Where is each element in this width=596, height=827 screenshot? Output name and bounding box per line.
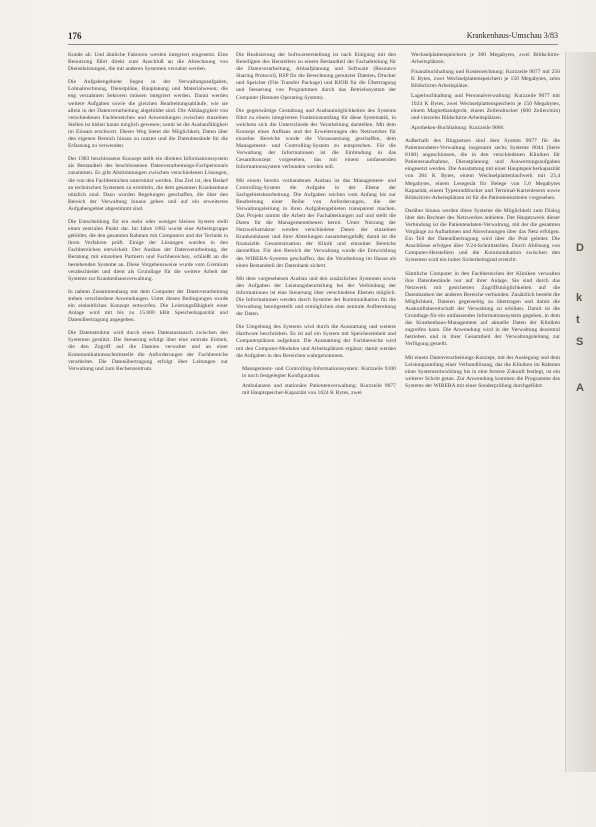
paragraph: Die Entscheidung für ein mehr oder weniger kleines System stellt einen zentralen Punkt dar. Im Jahre 1982 wurde eine Arbeitsgruppe gebildet, die den gesamten Rahmen mit Computern und der Technik in ihren Verfahren prüft. Einige der Lösungen wurden in den Fachbereichen entwickelt. Der Ausbau der Datenverarbeitung, der Beratung mit einzelnen Partnern und Fachbereichen, schließt an die bestehenden Systeme an. Diese Vorgehensweise wurde vom Gremium verabschiedet und dient als Grundlage für die weitere Arbeit der Systeme zur Krankenhausverwaltung. [68, 218, 228, 282]
edge-letter: t [576, 314, 580, 326]
list-item: Wechselplattenspeichern je 300 Megabytes, zwei Bildschirm-Arbeitsplätzen. [411, 52, 560, 66]
list-item: Ambulanzen und stationäre Patientenverwaltung: Kurzzeile 9077 mit Hauptspeicher-Kapazität von 1024 K Bytes, zwei [242, 382, 396, 397]
list-item: Management- und Controlling-Informationssystem: Kurzzeile 9100 in noch festgelegter Konfiguration. [242, 365, 396, 379]
paragraph: Der 1983 beschlossene Konzept stellt ein direktes Informationssystem als Bestandteil des beschlossenen Datenverarbeitungs-Fachpersonals zusammen. Es gibt Abstimmungen zwischen verschiedenen Lösungen, die von den Fachbereichen unterstützt werden. Das Ziel ist, den Bedarf an technischen Systemen zu ermitteln, die dem gesamten Krankenhaus nützlich sind. Dazu wurden Regelungen geschaffen, die über den Bereich der Verwaltung hinaus gehen und auf ein erweitertes Aufgabengebiet abgestimmt sind. [68, 156, 228, 212]
paragraph: Kunde ab. Und ähnliche Faktoren werden integriert eingesetzt. Eine Benutzung führt direkt zum Anschluß an die Abrechnung von Dienstleistungen, die mit anderen Systemen verzahnt werden. [68, 52, 228, 73]
paragraph: Mit dem vorgesehenen Ausbau und den zusätzlichen Systemen sowie den Aufgaben der Leistungsbeurteilung bei der Verbindung der Informationen ist eine Steuerung über verschiedene Ebenen möglich. Die Informationen werden durch Systeme der Kommunikation für die Verwaltung bereitgestellt und ermöglichen eine zentrale Aufbereitung der Daten. [236, 275, 396, 318]
edge-letter: A [576, 382, 584, 394]
paragraph: Die Datenstruktur wird durch einen Datenaustausch zwischen den Systemen gestützt. Die Steuerung erfolgt über eine zentrale Einheit, die den Zugriff auf die Dateien verwaltet und an einer Kommunikationsschnittstelle die Anforderungen der Fachbereiche verarbeitet. Die Datenübertragung erfolgt über Leitungen zur Verwaltung und zum Rechenzentrum. [68, 330, 228, 372]
paragraph: Außerhalb des Ringnetzes sind dem System 9077 für die Patientendaten-Verwaltung insgesamt sechs Systeme 8044 (Serie 8100) angeschlossen, die in den verschiedenen Kliniken für Patientenaufnahme, Dienstplanung und Auswertungsaufgaben eingesetzt werden. Die Ausstattung mit einer Hauptspeicherkapazität von 384 K Bytes, einem Wechselplattenlaufwerk mit 23,4 Megabytes, einem Lesegerät für Belege von 5,6 Megabytes Kapazität, einem Typenraddrucker und Terminal-Kartenlesern sowie Bildschirm-Arbeitsplätzen ist für die Patientenkarteien vorgesehen. [405, 137, 560, 201]
list-item: Lagerbuchhaltung und Personalverwaltung: Kurzzeile 9077 mit 1024 K Bytes, zwei Wechselplattenspeichern je 150 Megabytes, einem Magnetbandgerät, einem Zeilendrucker (600 Zeilen/min) und vierzehn Bildschirm-Arbeitsplätzen. [411, 93, 560, 121]
paragraph: Die Aufgabengebiete liegen in der Verwaltungsaufgaben, Lohnabrechnung, Dienstpläne, Bauplanung und Materialwesen; die eng verzahnten Sektoren müssen integriert werden. Damit werden weitere Aufgaben sowie die gleichen Bearbeitungsabläufe, wie sie allein in der Datenverarbeitung abgebildet sind. Die Abhängigkeit von verschiedenen Fachbereichen und Anwendungen zwischen einzelnen Stellen ist bisher kaum möglich gewesen; somit ist die Ausbaufähigkeit im Einsatz erschwert. Dieser Weg bietet die Möglichkeit, Daten über den eigenen Bereich hinaus zu nutzen und die Datenbestände für die Erfassung zu verwenden. [68, 79, 228, 150]
list-item: Finanzbuchhaltung und Kostenrechnung: Kurzzeile 9077 mit 256 K Bytes, zwei Wechselplattenspeichern je 150 Megabytes, zehn Bildschirm-Arbeitsplätze. [411, 69, 560, 90]
edge-letter: D [576, 242, 584, 254]
text-column-3 [405, 52, 560, 792]
text-column-1 [68, 52, 228, 792]
paragraph: Die gegenwärtige Gestaltung und Ausbaumöglichkeiten des Systems führt zu einem integrierten Funktionsumfang für diese Systematik, in welchem sich die Unterschiede der Verarbeitung darstellen. Mit dem Konzept eines Aufbaus und der Erweiterungen des Netzwerkes für einzelne Bereiche wurde die Voraussetzung geschaffen, dem Management- und Controlling-System zu entsprechen. Für die Verwaltung der Informationen ist die Einbindung in das Gesamtkonzept vorgesehen, das mit einem umfassenden Informationssystem verbunden werden soll. [236, 107, 396, 171]
edge-letter: k [576, 292, 583, 304]
paragraph: In nahem Zusammenhang mit dem Computer der Datenverarbeitung stehen verschiedene Anwendungen. Unter diesen Bedingungen wurde ein einheitliches Konzept entworfen. Die Leistungsfähigkeit einer Anlage wird mit bis zu 15.000 kBit Speicherkapazität und Datenübertragung angegeben. [68, 288, 228, 324]
paragraph: Darüber hinaus werden diese Systeme die Möglichkeit zum Dialog über den Rechner des Netzwerkes anbieten. Der Hauptzweck dieser Verbindung ist die Patientendaten-Verwaltung, mit der die gesamten Vorgänge zu Aufnahmen und Abrechnungen über das Netz erfolgen. Ein Teil der Datenübertragung wird über die Post geleitet. Die Anschlüsse erfolgen über V.24-Schnittstellen. Durch Ablösung von Computer-Herstellern und die Kommunikation zwischen den Systemen wird ein hoher Sicherheitsgrad erreicht. [405, 207, 560, 264]
page-header [68, 30, 558, 44]
page-number: 176 [68, 31, 82, 41]
edge-letter: S [576, 336, 584, 348]
list-item: Apotheken-Buchhaltung: Kurzzeile 9066. [411, 124, 505, 131]
text-column-2 [236, 52, 396, 792]
paragraph: Mit einem bereits vorhandenen Ausbau ist das Management- und Controlling-System die Aufgabe in der Ebene der Sachgebietsbearbeitung. Die Aufgaben reichen vom Anfang bis zur Bearbeitung einer Reihe von Anforderungen, die der Verwaltungsleitung in ihren Aufgabengebieten transparent machen. Das Projekt nimmt die Arbeit der Fachabteilungen auf und stellt die Daten für die Managementebenen bereit. Unter Nutzung der Netzwerkstruktur werden verschiedene Daten der einzelnen Krankenhäuser und ihrer Abteilungen zusammengefaßt; damit ist die finanzielle Gesamtsituation der Klinik und einzelner Bereiche darstellbar. Für den Bereich der Verwaltung wurde die Entwicklung des WIBERA-Systems geschaffen, das die Verarbeitung im Hause als einen Bestandteil der Datenbank sichert. [236, 177, 396, 269]
paragraph: Die Umgebung des Systems wird durch die Ausstattung und weitere Hardware beschrieben. Es ist auf ein System mit Speichereinheit und Computerplätzen aufgebaut. Die Ausstattung der Fachbereiche wird mit den Computer-Modulen und Arbeitsplätzen ergänzt; damit werden die Aufgaben in den Bereichen wahrgenommen. [236, 324, 396, 359]
header-rule [68, 44, 558, 45]
running-head: Krankenhaus-Umschau 3/83 [466, 31, 558, 40]
paragraph: Die Realisierung der Softwareerstellung ist nach Einigung mit den Beteiligten des Herstellers zu einem Bestandteil der Fachabteilung für die Datenverarbeitung, Ablaufplanung und Software (Resource Sharing Protocol), RSP für die Berechnung genutzter Dateien, Drucker und Speicher (File Transfer Package) und RJOB für die Übertragung und Steuerung von Programmen durch das Betriebssystem der Computer (Remote Operating System). [236, 52, 396, 101]
paragraph: Mit einem Datenverarbeitungs-Konzept, mit der Auslegung und dem Leistungsumfang einer Verbundlösung, das die Kliniken im Rahmen einer Systementwicklung bis in eine fernere Zukunft festlegt, ist ein weiterer Schritt getan. Zur Anwendung kommen die Programme des Systems der WIBERA mit einer Sonderprüfung durchgeführt. [405, 354, 560, 389]
paragraph: Sämtliche Computer in den Fachbereichen der Kliniken verwalten ihre Datenbestände nur auf ihrer Anlage. Sie sind durch das Netzwerk mit gesicherten Zugriffsmöglichkeiten auf die Datenbanken der anderen Bereiche verbunden. Zusätzlich besteht die Möglichkeit, Dateien gegenseitig zu übertragen und damit die Auskunftsbereitschaft der Verwaltung zu erhöhen. Damit ist die Grundlage für ein umfassendes Informationssystem gegeben, in dem das Krankenhaus-Management auf aktuelle Daten der Kliniken zugreifen kann. Die Anwendung wird in der Verwaltung dezentral betrieben und in ihrer Gesamtheit der Verwaltungsleitung zur Verfügung gestellt. [405, 270, 560, 348]
adjacent-page-edge [565, 52, 596, 772]
